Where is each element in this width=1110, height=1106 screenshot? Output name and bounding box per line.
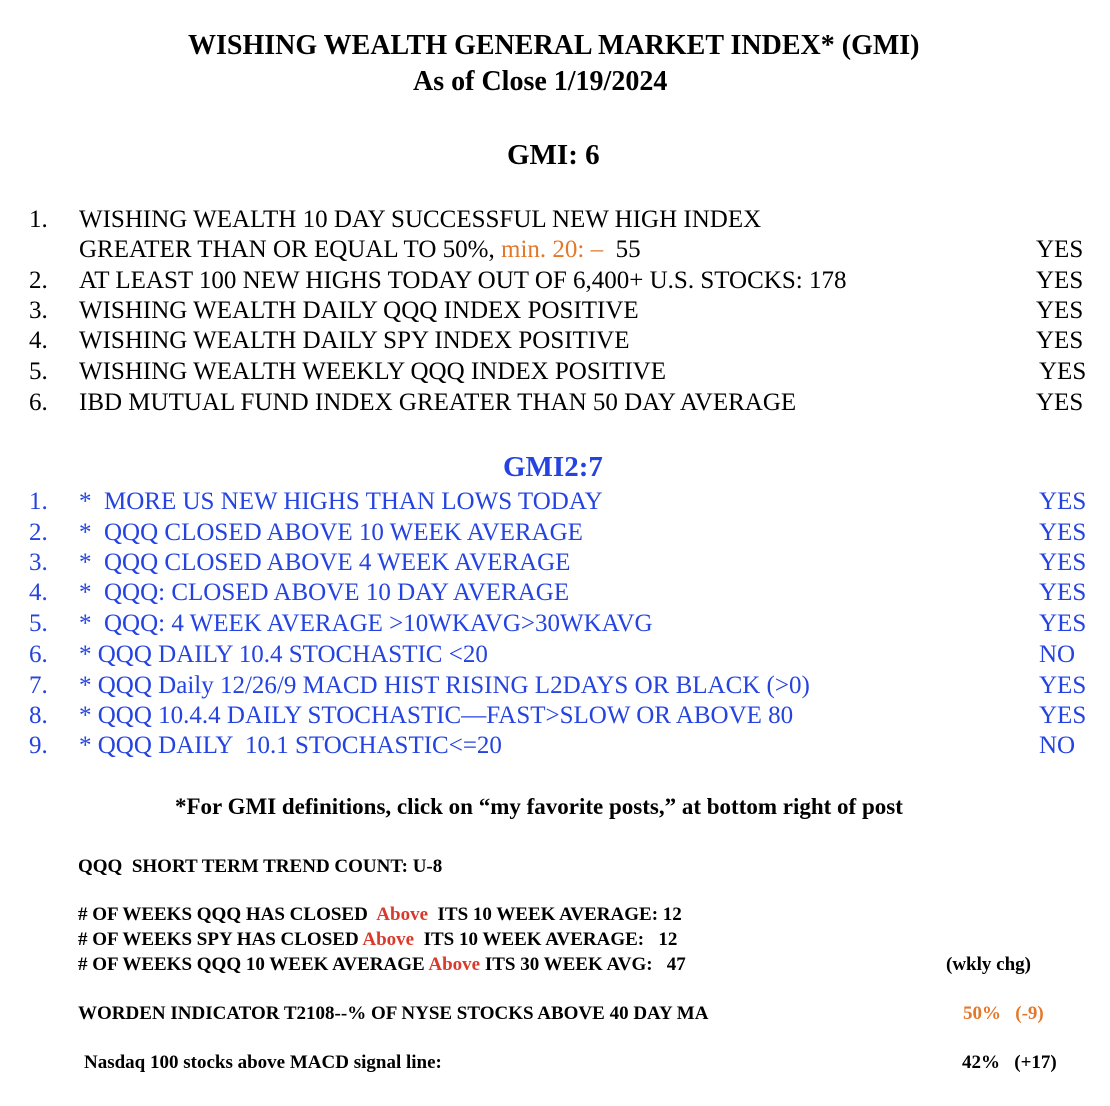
gmi2-item-8 — [0, 701, 1110, 731]
weeks-text: # OF WEEKS QQQ HAS CLOSED — [78, 904, 377, 925]
item-number: 1. — [29, 488, 48, 515]
gmi2-item-2 — [0, 518, 1110, 548]
item-text: * QQQ: CLOSED ABOVE 10 DAY AVERAGE — [79, 579, 570, 606]
item-answer: YES — [1036, 389, 1084, 416]
gmi-item-2 — [0, 266, 1110, 296]
item-number: 8. — [29, 702, 48, 729]
item-answer: YES — [1039, 358, 1087, 385]
item-text: WISHING WEALTH WEEKLY QQQ INDEX POSITIVE — [79, 358, 666, 385]
weekly-change-label: (wkly chg) — [946, 954, 1031, 975]
item-number: 5. — [29, 358, 48, 385]
item-answer: YES — [1039, 519, 1087, 546]
weeks-text: # OF WEEKS SPY HAS CLOSED — [78, 929, 363, 950]
item-number: 2. — [29, 267, 48, 294]
item-text-part: GREATER THAN OR EQUAL TO 50%, — [79, 236, 501, 263]
item-text: IBD MUTUAL FUND INDEX GREATER THAN 50 DAY AVERAGE — [79, 389, 797, 416]
gmi2-item-7 — [0, 671, 1110, 701]
item-value: 55 — [603, 236, 641, 263]
worden-indicator-value: 50% (-9) — [963, 1003, 1044, 1024]
gmi2-item-9 — [0, 731, 1110, 761]
gmi-item-4 — [0, 326, 1110, 356]
item-text: * QQQ 10.4.4 DAILY STOCHASTIC—FAST>SLOW OR ABOVE 80 — [79, 702, 794, 729]
weeks-spy-above-10wk — [78, 929, 677, 951]
item-answer: YES — [1039, 702, 1087, 729]
item-answer: YES — [1036, 236, 1084, 263]
nasdaq-macd-value: 42% (+17) — [962, 1052, 1057, 1073]
item-number: 2. — [29, 519, 48, 546]
item-text: * QQQ CLOSED ABOVE 4 WEEK AVERAGE — [79, 549, 571, 576]
item-answer: YES — [1036, 267, 1084, 294]
gmi-item-6 — [0, 388, 1110, 418]
gmi2-item-5 — [0, 609, 1110, 639]
trend-count: QQQ SHORT TERM TREND COUNT: U-8 — [78, 856, 443, 877]
item-text: * MORE US NEW HIGHS THAN LOWS TODAY — [79, 488, 603, 515]
item-number: 3. — [29, 549, 48, 576]
item-number: 3. — [29, 297, 48, 324]
page-title: WISHING WEALTH GENERAL MARKET INDEX* (GMI) — [188, 30, 920, 61]
item-answer: NO — [1039, 732, 1076, 759]
gmi-item-5 — [0, 357, 1110, 387]
item-text: WISHING WEALTH DAILY SPY INDEX POSITIVE — [79, 327, 630, 354]
gmi2-item-3 — [0, 548, 1110, 578]
item-answer: YES — [1036, 297, 1084, 324]
above-label: Above — [376, 904, 429, 925]
gmi2-item-1 — [0, 487, 1110, 517]
item-text: * QQQ Daily 12/26/9 MACD HIST RISING L2DAYS OR BLACK (>0) — [79, 672, 810, 699]
weeks-qqq-above-10wk — [78, 904, 682, 926]
above-label: Above — [362, 929, 415, 950]
item-number: 5. — [29, 610, 48, 637]
item-text: * QQQ CLOSED ABOVE 10 WEEK AVERAGE — [79, 519, 583, 546]
weeks-text: ITS 10 WEEK AVERAGE: 12 — [414, 929, 678, 950]
item-answer: YES — [1036, 327, 1084, 354]
weeks-qqq-10wk-above-30wk — [78, 954, 686, 976]
item-answer: YES — [1039, 610, 1087, 637]
gmi-item-1 — [0, 205, 1110, 235]
item-number: 4. — [29, 579, 48, 606]
item-text: * QQQ DAILY 10.4 STOCHASTIC <20 — [79, 641, 488, 668]
item-text: * QQQ: 4 WEEK AVERAGE >10WKAVG>30WKAVG — [79, 610, 653, 637]
weeks-text: ITS 30 WEEK AVG: 47 — [480, 954, 686, 975]
nasdaq-macd-label: Nasdaq 100 stocks above MACD signal line: — [84, 1052, 442, 1073]
worden-indicator-label: WORDEN INDICATOR T2108--% OF NYSE STOCKS ABOVE 40 DAY MA — [78, 1003, 709, 1024]
gmi-item-3 — [0, 296, 1110, 326]
gmi-item-1-continued — [0, 235, 1110, 265]
above-label: Above — [428, 954, 481, 975]
item-number: 7. — [29, 672, 48, 699]
item-text: WISHING WEALTH DAILY QQQ INDEX POSITIVE — [79, 297, 639, 324]
gmi-score: GMI: 6 — [507, 139, 600, 171]
item-number: 4. — [29, 327, 48, 354]
weeks-text: # OF WEEKS QQQ 10 WEEK AVERAGE — [78, 954, 429, 975]
item-text: WISHING WEALTH 10 DAY SUCCESSFUL NEW HIGH INDEX — [79, 206, 762, 233]
item-text: AT LEAST 100 NEW HIGHS TODAY OUT OF 6,400+ U.S. STOCKS: 178 — [79, 267, 847, 294]
page-subtitle: As of Close 1/19/2024 — [413, 66, 668, 97]
item-answer: YES — [1039, 549, 1087, 576]
item-answer: YES — [1039, 672, 1087, 699]
item-number: 9. — [29, 732, 48, 759]
definitions-note: *For GMI definitions, click on “my favorite posts,” at bottom right of post — [175, 794, 903, 819]
item-text-line2 — [79, 235, 641, 265]
item-text: * QQQ DAILY 10.1 STOCHASTIC<=20 — [79, 732, 502, 759]
item-number: 6. — [29, 389, 48, 416]
weeks-text: ITS 10 WEEK AVERAGE: 12 — [428, 904, 682, 925]
gmi2-item-4 — [0, 578, 1110, 608]
gmi2-item-6 — [0, 640, 1110, 670]
item-answer: YES — [1039, 579, 1087, 606]
item-number: 1. — [29, 206, 48, 233]
gmi2-score: GMI2:7 — [503, 451, 603, 483]
min-threshold: min. 20: – — [501, 236, 604, 263]
item-answer: NO — [1039, 641, 1076, 668]
item-number: 6. — [29, 641, 48, 668]
item-answer: YES — [1039, 488, 1087, 515]
